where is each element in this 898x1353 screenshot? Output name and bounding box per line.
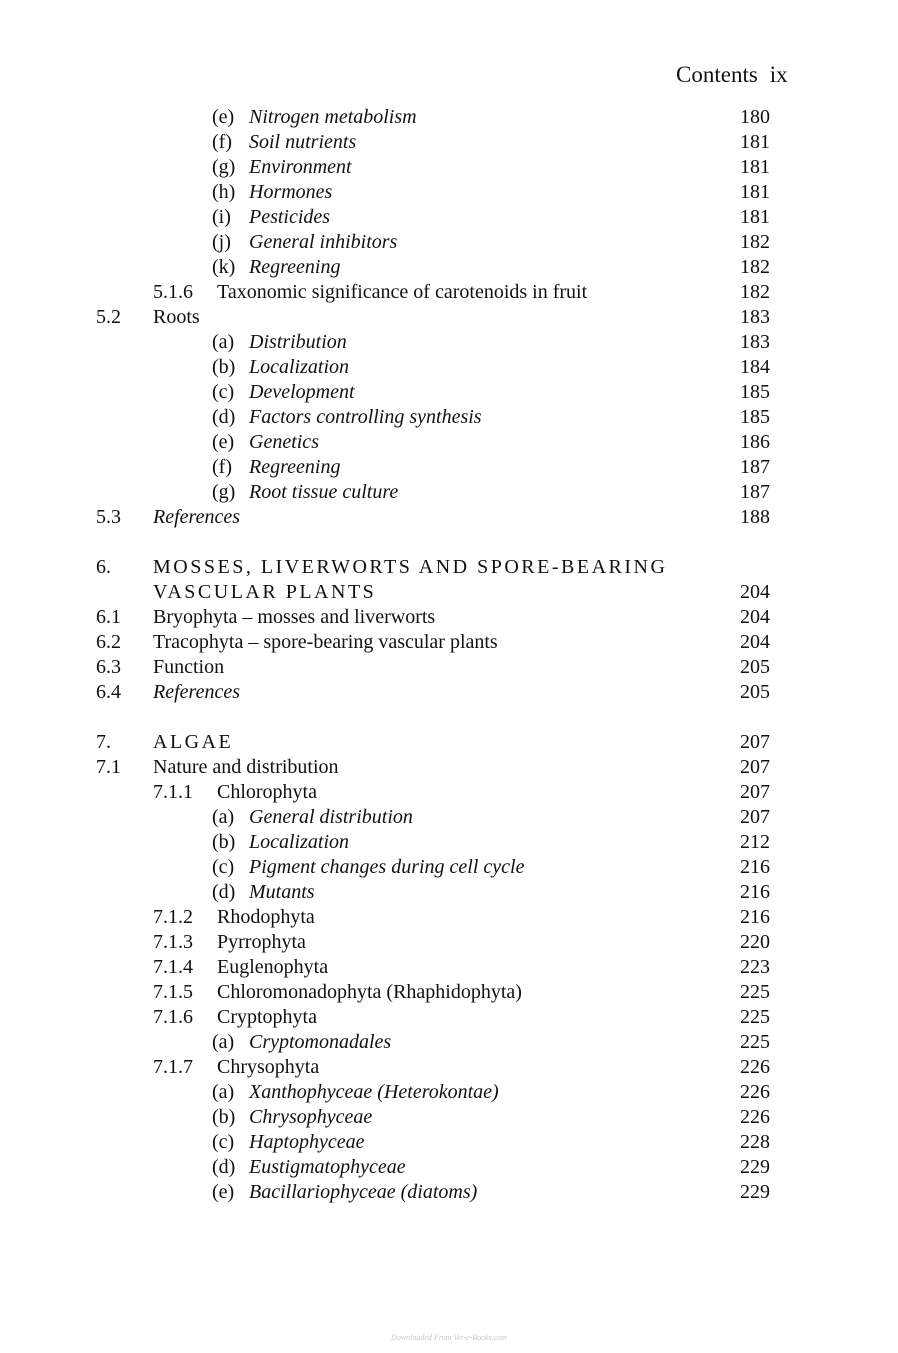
subsection-title: Chlorophyta [217, 781, 317, 803]
item-title: Nitrogen metabolism [249, 106, 417, 128]
item-title: Eustigmatophyceae [249, 1156, 406, 1178]
item-label: (d) [212, 1156, 236, 1178]
page-number: 188 [740, 506, 770, 528]
page-number: 186 [740, 431, 770, 453]
page-number: 226 [740, 1056, 770, 1078]
item-label: (h) [212, 181, 236, 203]
item-title: Mutants [249, 881, 315, 903]
subsection-number: 7.1.2 [153, 906, 193, 928]
item-label: (i) [212, 206, 231, 228]
item-title: Xanthophyceae (Heterokontae) [249, 1081, 499, 1103]
item-title: Bacillariophyceae (diatoms) [249, 1181, 478, 1203]
item-label: (c) [212, 856, 235, 878]
item-title: Localization [249, 356, 350, 378]
toc-item-entry[interactable] [0, 205, 898, 230]
subsection-title: Taxonomic significance of carotenoids in fruit [217, 281, 588, 303]
page-number: 185 [740, 381, 770, 403]
toc-item-entry[interactable] [0, 1030, 898, 1055]
toc-subsection-entry[interactable] [0, 1055, 898, 1080]
page-number: 187 [740, 481, 770, 503]
section-gap [0, 530, 898, 555]
chapter-number: 7. [96, 731, 111, 753]
toc-section-entry[interactable] [0, 305, 898, 330]
toc-item-entry[interactable] [0, 1155, 898, 1180]
item-title: General inhibitors [249, 231, 398, 253]
subsection-number: 7.1.6 [153, 1006, 193, 1028]
toc-section-entry[interactable] [0, 505, 898, 530]
page-header [676, 62, 788, 88]
item-label: (f) [212, 456, 232, 478]
item-title: General distribution [249, 806, 413, 828]
page-number: 229 [740, 1156, 770, 1178]
chapter-number: 6. [96, 556, 111, 578]
item-title: Regreening [249, 256, 341, 278]
section-title: References [153, 681, 240, 703]
page-number: 207 [740, 756, 770, 778]
item-title: Localization [249, 831, 350, 853]
item-label: (f) [212, 131, 232, 153]
page-number: 204 [740, 581, 770, 603]
subsection-number: 7.1.3 [153, 931, 193, 953]
page-number: 207 [740, 731, 770, 753]
item-title: Cryptomonadales [249, 1031, 392, 1053]
section-gap [0, 705, 898, 730]
chapter-title: MOSSES, LIVERWORTS AND SPORE-BEARING [153, 556, 668, 578]
page-number-roman: ix [769, 62, 788, 87]
item-label: (k) [212, 256, 236, 278]
item-title: Factors controlling synthesis [249, 406, 482, 428]
item-label: (j) [212, 231, 231, 253]
subsection-title: Cryptophyta [217, 1006, 317, 1028]
running-title: Contents [676, 62, 758, 87]
page-number: 226 [740, 1106, 770, 1128]
subsection-number: 5.1.6 [153, 281, 193, 303]
item-title: Pesticides [249, 206, 331, 228]
item-label: (b) [212, 831, 236, 853]
toc-item-entry[interactable] [0, 130, 898, 155]
page-number: 181 [740, 131, 770, 153]
section-title: Tracophyta – spore-bearing vascular plants [153, 631, 498, 653]
section-title: Roots [153, 306, 200, 328]
subsection-title: Rhodophyta [217, 906, 315, 928]
toc-section-entry[interactable] [0, 655, 898, 680]
item-label: (g) [212, 156, 236, 178]
subsection-number: 7.1.4 [153, 956, 193, 978]
item-label: (a) [212, 806, 235, 828]
toc-item-entry[interactable] [0, 255, 898, 280]
item-title: Genetics [249, 431, 319, 453]
toc-item-entry[interactable] [0, 230, 898, 255]
toc-item-entry[interactable] [0, 1180, 898, 1205]
page-number: 182 [740, 256, 770, 278]
toc-item-entry[interactable] [0, 180, 898, 205]
item-title: Pigment changes during cell cycle [249, 856, 525, 878]
toc-subsection-entry[interactable] [0, 780, 898, 805]
item-title: Development [249, 381, 355, 403]
toc-section-entry[interactable] [0, 755, 898, 780]
page-number: 182 [740, 231, 770, 253]
section-title: Function [153, 656, 225, 678]
subsection-number: 7.1.5 [153, 981, 193, 1003]
page-number: 225 [740, 981, 770, 1003]
page-number: 207 [740, 781, 770, 803]
page-number: 204 [740, 631, 770, 653]
page-number: 225 [740, 1031, 770, 1053]
section-number: 6.3 [96, 656, 121, 678]
subsection-number: 7.1.1 [153, 781, 193, 803]
chapter-title: ALGAE [153, 731, 234, 753]
toc-chapter-entry[interactable] [0, 580, 898, 605]
toc-item-entry[interactable] [0, 330, 898, 355]
chapter-title: VASCULAR PLANTS [153, 581, 377, 603]
toc-item-entry[interactable] [0, 430, 898, 455]
toc-subsection-entry[interactable] [0, 905, 898, 930]
item-label: (e) [212, 431, 235, 453]
page-number: 204 [740, 606, 770, 628]
item-title: Chrysophyceae [249, 1106, 373, 1128]
page-number: 205 [740, 656, 770, 678]
toc-subsection-entry[interactable] [0, 980, 898, 1005]
toc-section-entry[interactable] [0, 630, 898, 655]
toc-chapter-entry[interactable] [0, 555, 898, 580]
page-number: 223 [740, 956, 770, 978]
page-number: 180 [740, 106, 770, 128]
item-label: (a) [212, 1081, 235, 1103]
item-title: Distribution [249, 331, 347, 353]
page-number: 216 [740, 906, 770, 928]
item-title: Hormones [249, 181, 333, 203]
page-number: 181 [740, 206, 770, 228]
toc-item-entry[interactable] [0, 155, 898, 180]
toc-subsection-entry[interactable] [0, 280, 898, 305]
toc-item-entry[interactable] [0, 830, 898, 855]
toc-item-entry[interactable] [0, 1105, 898, 1130]
table-of-contents [0, 105, 898, 1205]
subsection-title: Chloromonadophyta (Rhaphidophyta) [217, 981, 522, 1003]
section-number: 6.1 [96, 606, 121, 628]
item-label: (c) [212, 381, 235, 403]
page-number: 185 [740, 406, 770, 428]
toc-item-entry[interactable] [0, 1080, 898, 1105]
section-number: 6.4 [96, 681, 121, 703]
page-number: 181 [740, 181, 770, 203]
section-number: 5.2 [96, 306, 121, 328]
subsection-title: Euglenophyta [217, 956, 329, 978]
subsection-title: Pyrrophyta [217, 931, 306, 953]
page-number: 187 [740, 456, 770, 478]
section-title: Bryophyta – mosses and liverworts [153, 606, 436, 628]
item-label: (e) [212, 1181, 235, 1203]
page-number: 184 [740, 356, 770, 378]
item-label: (d) [212, 406, 236, 428]
section-number: 6.2 [96, 631, 121, 653]
item-title: Regreening [249, 456, 341, 478]
toc-item-entry[interactable] [0, 405, 898, 430]
page-number: 226 [740, 1081, 770, 1103]
section-title: References [153, 506, 240, 528]
page-number: 205 [740, 681, 770, 703]
toc-item-entry[interactable] [0, 805, 898, 830]
toc-item-entry[interactable] [0, 455, 898, 480]
section-number: 7.1 [96, 756, 121, 778]
toc-item-entry[interactable] [0, 855, 898, 880]
item-title: Root tissue culture [249, 481, 399, 503]
item-label: (a) [212, 331, 235, 353]
toc-subsection-entry[interactable] [0, 955, 898, 980]
page-number: 220 [740, 931, 770, 953]
item-label: (a) [212, 1031, 235, 1053]
watermark: Downloaded From Vet-e-Books.com [391, 1333, 507, 1342]
subsection-title: Chrysophyta [217, 1056, 320, 1078]
item-title: Haptophyceae [249, 1131, 365, 1153]
toc-subsection-entry[interactable] [0, 1005, 898, 1030]
toc-item-entry[interactable] [0, 105, 898, 130]
toc-section-entry[interactable] [0, 605, 898, 630]
page-number: 225 [740, 1006, 770, 1028]
page-number: 216 [740, 856, 770, 878]
toc-chapter-entry[interactable] [0, 730, 898, 755]
toc-item-entry[interactable] [0, 380, 898, 405]
item-label: (c) [212, 1131, 235, 1153]
section-title: Nature and distribution [153, 756, 339, 778]
page-number: 228 [740, 1131, 770, 1153]
item-label: (e) [212, 106, 235, 128]
toc-item-entry[interactable] [0, 480, 898, 505]
item-title: Environment [249, 156, 352, 178]
page-number: 207 [740, 806, 770, 828]
toc-item-entry[interactable] [0, 1130, 898, 1155]
item-title: Soil nutrients [249, 131, 357, 153]
page-number: 183 [740, 306, 770, 328]
page-number: 181 [740, 156, 770, 178]
subsection-number: 7.1.7 [153, 1056, 193, 1078]
page-number: 182 [740, 281, 770, 303]
page-number: 183 [740, 331, 770, 353]
toc-subsection-entry[interactable] [0, 930, 898, 955]
page-number: 212 [740, 831, 770, 853]
item-label: (d) [212, 881, 236, 903]
item-label: (b) [212, 1106, 236, 1128]
section-number: 5.3 [96, 506, 121, 528]
item-label: (b) [212, 356, 236, 378]
toc-item-entry[interactable] [0, 880, 898, 905]
item-label: (g) [212, 481, 236, 503]
page-number: 229 [740, 1181, 770, 1203]
toc-item-entry[interactable] [0, 355, 898, 380]
page-number: 216 [740, 881, 770, 903]
toc-section-entry[interactable] [0, 680, 898, 705]
